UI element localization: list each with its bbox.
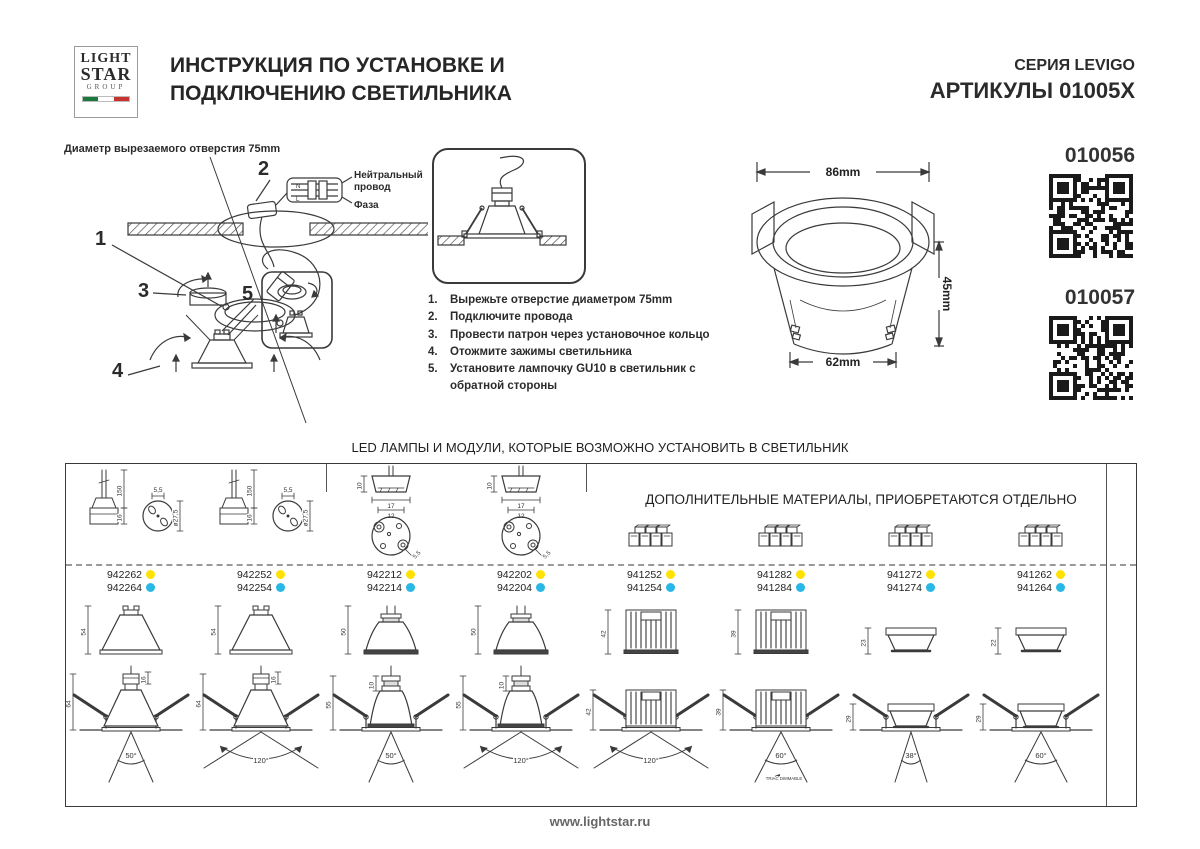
install-step: Подключите провода <box>450 311 573 324</box>
qr-code <box>1049 310 1135 405</box>
svg-text:ø27,5: ø27,5 <box>302 509 310 527</box>
lamp-column <box>976 464 1106 806</box>
installed-diagram <box>456 664 586 788</box>
website-url: www.lightstar.ru <box>549 814 651 829</box>
svg-text:22: 22 <box>990 639 998 647</box>
svg-text:42: 42 <box>600 630 608 638</box>
qr-code <box>1049 168 1135 263</box>
terminal-blocks-icon <box>976 524 1106 553</box>
lamp-column <box>196 464 326 806</box>
product-code: 941282 <box>716 568 846 581</box>
title-line-1: ИНСТРУКЦИЯ ПО УСТАНОВКЕ И <box>170 54 505 77</box>
extras-heading: ДОПОЛНИТЕЛЬНЫЕ МАТЕРИАЛЫ, ПРИОБРЕТАЮТСЯ ОТДЕЛЬНО <box>645 492 1077 507</box>
step-marker-2: 2 <box>258 158 270 180</box>
gu10-socket-diagram <box>196 464 326 564</box>
product-code: 941254 <box>586 581 716 594</box>
yellow-dot-icon <box>666 570 675 579</box>
svg-text:60°: 60° <box>775 751 787 760</box>
svg-text:120°: 120° <box>513 756 529 765</box>
product-codes <box>976 568 1106 594</box>
cyan-dot-icon <box>146 583 155 592</box>
installed-diagram <box>196 664 326 788</box>
svg-text:12: 12 <box>387 513 395 520</box>
svg-text:5,5: 5,5 <box>153 487 163 494</box>
step-marker-3: 3 <box>138 280 150 302</box>
installed-diagram <box>326 664 456 788</box>
lamp-compatibility-box <box>65 463 1137 807</box>
step-marker-5: 5 <box>242 283 254 305</box>
product-code: 942212 <box>326 568 456 581</box>
yellow-dot-icon <box>406 570 415 579</box>
install-steps <box>428 292 718 396</box>
svg-text:5,5: 5,5 <box>542 550 553 561</box>
lamp-columns <box>66 464 1136 806</box>
qr-block-010057 <box>1049 286 1135 405</box>
svg-text:ø27,5: ø27,5 <box>172 509 180 527</box>
logo-light: LIGHT <box>80 51 132 66</box>
svg-text:5,5: 5,5 <box>412 550 423 561</box>
lamp-column <box>716 464 846 806</box>
product-code: 941252 <box>586 568 716 581</box>
product-codes <box>196 568 326 594</box>
svg-text:55: 55 <box>456 701 463 709</box>
cyan-dot-icon <box>276 583 285 592</box>
svg-text:29: 29 <box>976 715 983 723</box>
svg-text:39: 39 <box>716 708 723 716</box>
terminal-blocks-icon <box>586 524 716 553</box>
svg-text:5,5: 5,5 <box>283 487 293 494</box>
installed-diagram <box>66 664 196 788</box>
installed-diagram <box>716 664 846 788</box>
phase-wire-label: Фаза <box>354 200 379 211</box>
install-step: Отожмите зажимы светильника <box>450 345 632 358</box>
cyan-dot-icon <box>666 583 675 592</box>
lamp-column <box>326 464 456 806</box>
product-code: 942264 <box>66 581 196 594</box>
svg-text:TRIAC DIMMABLE: TRIAC DIMMABLE <box>765 776 803 781</box>
product-code: 941284 <box>716 581 846 594</box>
svg-text:42: 42 <box>586 708 593 716</box>
product-code: 941262 <box>976 568 1106 581</box>
lamp-diagram <box>716 598 846 662</box>
terminal-l-label: L <box>296 197 300 203</box>
title-line-2: ПОДКЛЮЧЕНИЮ СВЕТИЛЬНИКА <box>170 82 512 106</box>
dim-bottom-label: 62mm <box>825 355 861 369</box>
logo-star: STAR <box>80 64 132 84</box>
yellow-dot-icon <box>536 570 545 579</box>
cyan-dot-icon <box>536 583 545 592</box>
fixture-section-view <box>434 150 580 278</box>
terminal-blocks-icon <box>846 524 976 553</box>
neutral-wire-label: Нейтральный провод <box>354 170 423 193</box>
product-codes <box>326 568 456 594</box>
svg-text:150: 150 <box>246 485 254 497</box>
logo-group: GROUP <box>86 83 126 91</box>
product-codes <box>846 568 976 594</box>
dimension-diagram <box>738 150 958 382</box>
svg-text:39: 39 <box>730 630 738 638</box>
svg-text:16: 16 <box>140 676 148 684</box>
svg-text:54: 54 <box>80 628 88 636</box>
lamp-diagram <box>66 598 196 662</box>
svg-text:10: 10 <box>356 482 364 490</box>
svg-text:64: 64 <box>196 700 203 708</box>
svg-text:54: 54 <box>210 628 218 636</box>
lamp-diagram <box>326 598 456 662</box>
install-step: Установите лампочку GU10 в светильник с обратной стороны <box>450 363 696 393</box>
svg-text:10: 10 <box>486 482 494 490</box>
product-code: 942262 <box>66 568 196 581</box>
yellow-dot-icon <box>276 570 285 579</box>
lamp-diagram <box>196 598 326 662</box>
lamp-diagram <box>976 598 1106 662</box>
svg-text:50: 50 <box>340 628 348 636</box>
yellow-dot-icon <box>796 570 805 579</box>
svg-text:60°: 60° <box>1035 751 1047 760</box>
lamp-column <box>586 464 716 806</box>
product-code: 942254 <box>196 581 326 594</box>
cyan-dot-icon <box>406 583 415 592</box>
svg-text:17: 17 <box>517 503 525 510</box>
lightstar-logo <box>74 46 138 118</box>
svg-text:50°: 50° <box>385 751 397 760</box>
gu10-socket-diagram <box>66 464 196 564</box>
installed-diagram <box>976 664 1106 788</box>
svg-text:120°: 120° <box>253 756 269 765</box>
product-codes <box>716 568 846 594</box>
svg-text:23: 23 <box>860 639 868 647</box>
product-codes <box>456 568 586 594</box>
led-section-heading: LED ЛАМПЫ И МОДУЛИ, КОТОРЫЕ ВОЗМОЖНО УСТАНОВИТЬ В СВЕТИЛЬНИК <box>351 440 849 455</box>
dim-side-label: 45mm <box>940 276 954 312</box>
install-step: Провести патрон через установочное кольцо <box>450 328 710 341</box>
lamp-diagram <box>586 598 716 662</box>
product-code: 942214 <box>326 581 456 594</box>
lamp-column <box>66 464 196 806</box>
svg-text:16: 16 <box>246 514 254 522</box>
lamp-column <box>846 464 976 806</box>
yellow-dot-icon <box>1056 570 1065 579</box>
lamp-column <box>456 464 586 806</box>
article-number: 010056 <box>1064 144 1135 167</box>
product-code: 942202 <box>456 568 586 581</box>
installed-diagram <box>586 664 716 788</box>
product-code: 942252 <box>196 568 326 581</box>
installed-diagram <box>846 664 976 788</box>
dim-top-label: 86mm <box>825 165 861 179</box>
page-title <box>170 52 512 109</box>
cyan-dot-icon <box>1056 583 1065 592</box>
product-codes <box>66 568 196 594</box>
svg-text:50: 50 <box>470 628 478 636</box>
yellow-dot-icon <box>926 570 935 579</box>
cyan-dot-icon <box>796 583 805 592</box>
svg-text:64: 64 <box>66 700 73 708</box>
svg-text:50°: 50° <box>125 751 137 760</box>
terminal-blocks-icon <box>716 524 846 553</box>
hole-diameter-note: Диаметр вырезаемого отверстия 75mm <box>64 143 281 155</box>
product-codes <box>586 568 716 594</box>
svg-text:12: 12 <box>517 513 525 520</box>
product-code: 941264 <box>976 581 1106 594</box>
mr16-connector-diagram <box>326 464 456 564</box>
article-number: 010057 <box>1064 286 1135 309</box>
svg-text:10: 10 <box>368 681 376 690</box>
svg-text:38°: 38° <box>905 751 917 760</box>
articles-label: АРТИКУЛЫ 01005X <box>929 78 1135 103</box>
yellow-dot-icon <box>146 570 155 579</box>
lamp-diagram <box>846 598 976 662</box>
step-marker-1: 1 <box>95 228 107 250</box>
series-label: СЕРИЯ LEVIGO <box>1014 57 1135 74</box>
svg-text:150: 150 <box>116 485 124 497</box>
svg-text:10: 10 <box>498 681 506 690</box>
install-step: Вырежьте отверстие диаметром 75mm <box>450 294 673 306</box>
svg-text:55: 55 <box>326 701 333 709</box>
svg-text:29: 29 <box>846 715 853 723</box>
product-code: 941274 <box>846 581 976 594</box>
svg-text:17: 17 <box>387 503 395 510</box>
svg-text:120°: 120° <box>643 756 659 765</box>
svg-text:16: 16 <box>116 514 124 522</box>
product-code: 942204 <box>456 581 586 594</box>
lamp-diagram <box>456 598 586 662</box>
italian-flag-stripe <box>82 96 130 102</box>
terminal-n-label: N <box>296 184 301 190</box>
cyan-dot-icon <box>926 583 935 592</box>
svg-text:16: 16 <box>270 676 278 684</box>
step-marker-4: 4 <box>112 360 124 382</box>
fixture-section-view-box <box>432 148 586 284</box>
product-code: 941272 <box>846 568 976 581</box>
mr16-connector-diagram <box>456 464 586 564</box>
qr-block-010056 <box>1049 144 1135 263</box>
